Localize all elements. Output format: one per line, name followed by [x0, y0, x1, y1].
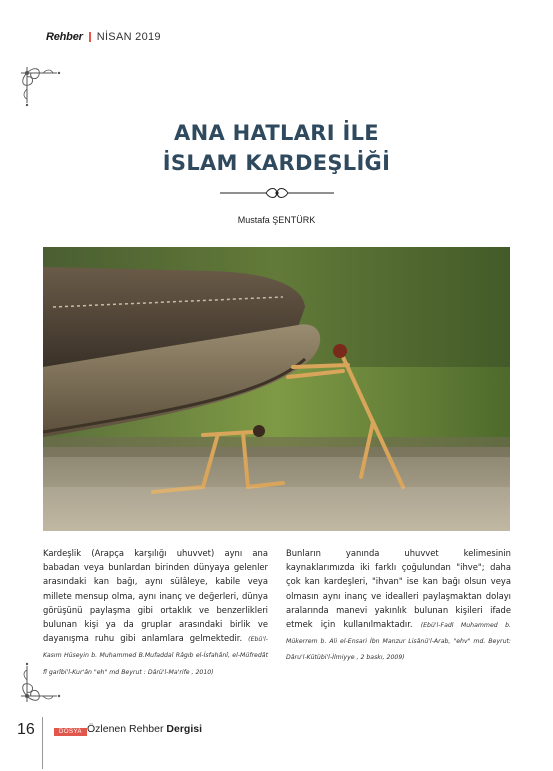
- divider-ornament-icon: [218, 185, 336, 201]
- section-badge: DOSYA: [54, 728, 87, 736]
- running-header: [46, 31, 161, 43]
- page-number: 16: [17, 721, 35, 738]
- title-line-1: ANA HATLARI İLE: [174, 121, 379, 145]
- body-text: Bunların yanında uhuvvet kelimesinin kaynaklarımızda iki farklı çoğulundan "ihve"; daha çok kan kardeşleri, "ihvan" ise kan bağı olsun veya olmasın aynı inanç ve idealleri paylaşmaktan dolayı aralarında manevi yakınlık bulunan kişileri ifade etmek için kullanılmaktadır.: [286, 548, 511, 630]
- article-title: [0, 118, 553, 178]
- citation: (Ebü'l-Fadl Muhammed b. Mükerrem b. Ali el-Ensari İbn Manzur Lisânü'l-Arab, "ehv" md. Beyrut: Dâru'l-Kütübi'l-İlmiyye , 2 baskı, 2009): [286, 622, 511, 662]
- body-text: Kardeşlik (Arapça karşılığı uhuvvet) aynı ana babadan veya bunlardan birinden dünyaya gelenler arasındaki kan bağı, aynı sülâleye, kabile veya millete mensup olma, aynı inanç ve değerleri, dünya görüşünü paylaşma gibi ortaklık ve benzerlikleri bulunan kişi ya da gruplar arasındaki birlik ve dayanışma ruhu gibi anlamlara gelmektedir.: [43, 548, 268, 644]
- magazine-prefix: Özlenen Rehber: [87, 723, 164, 735]
- citation: (Ebû'l-Kasım Hüseyin b. Muhammed B.Mufaddal Râgıb el-İsfahânî, el-Müfredât fî garîbi'l-Kur'ân "eh" md Beyrut : Dârü'l-Ma'rife , 2010): [43, 636, 268, 676]
- author-name: Mustafa ŞENTÜRK: [237, 215, 316, 225]
- magazine-name: [87, 723, 202, 735]
- title-line-2: İSLAM KARDEŞLİĞİ: [162, 151, 391, 175]
- corner-flourish-icon: [17, 63, 65, 109]
- page-footer: [17, 721, 35, 739]
- body-column-1: [43, 546, 268, 680]
- issue-date: NİSAN 2019: [96, 31, 161, 43]
- brand-logo: Rehber: [46, 31, 83, 43]
- footer-divider: [42, 717, 43, 769]
- feature-photo: [43, 247, 510, 531]
- magazine-bold: Dergisi: [166, 723, 202, 735]
- body-column-2: [286, 546, 511, 666]
- header-separator: [89, 32, 91, 42]
